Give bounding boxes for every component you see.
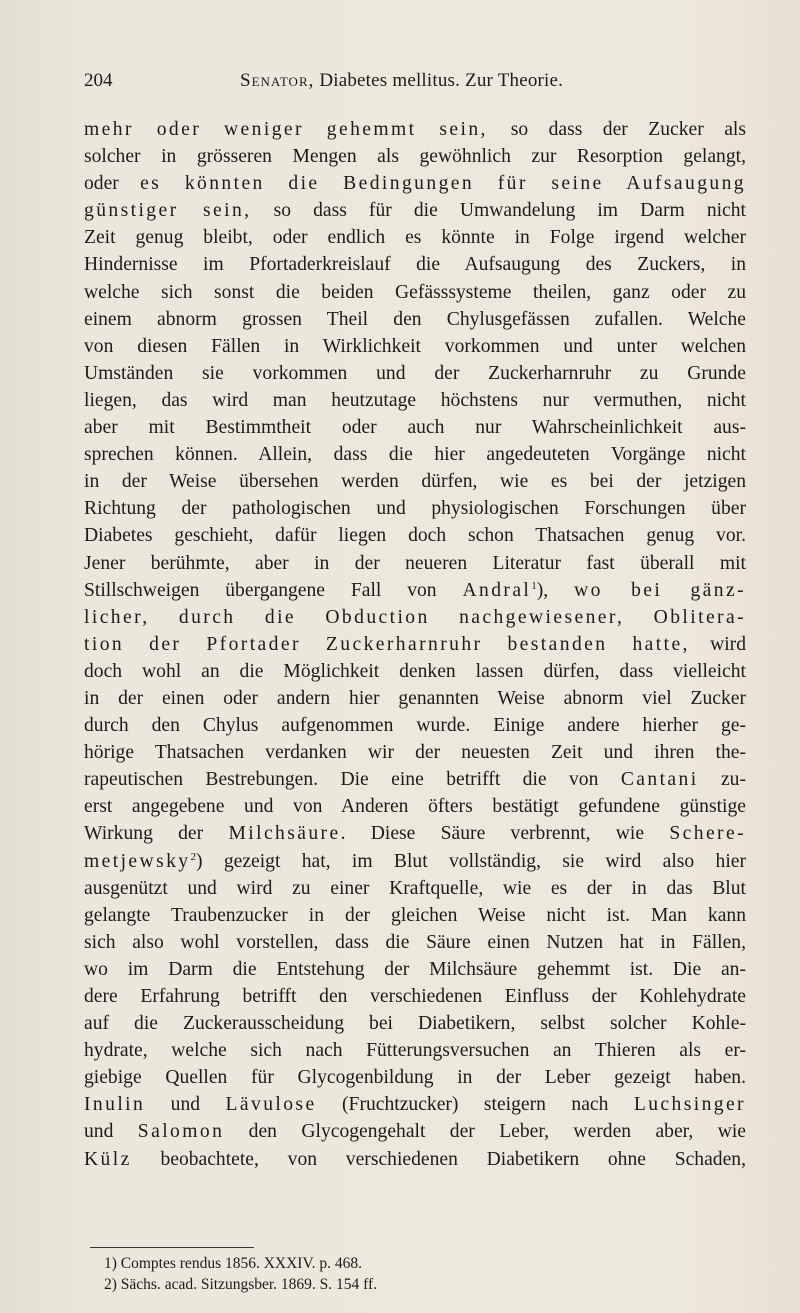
text-line: Külz beobachtete, von verschiedenen Diabetikern ohne Schaden, [84,1148,746,1170]
text-line: günstiger sein, so dass für die Umwandelung im Darm nicht [84,200,746,222]
text-line: auf die Zuckerausscheidung bei Diabetikern, selbst solcher Kohle- [84,1013,746,1035]
text-line: rapeutischen Bestrebungen. Die eine betrifft die von Cantani zu- [84,769,746,791]
text-line: solcher in grösseren Mengen als gewöhnlich zur Resorption gelangt, [84,146,746,168]
text-line: Inulin und Lävulose (Fruchtzucker) steigern nach Luchsinger [84,1094,746,1116]
text-line: licher, durch die Obduction nachgewiesener, Oblitera- [84,606,746,628]
name-cantani: Cantani [620,769,699,791]
text-line: mehr oder weniger gehemmt sein, so dass der Zucker als [84,119,746,140]
footnotes [104,1253,377,1295]
body-paragraph [84,116,746,1173]
text-line: wo im Darm die Entstehung der Milchsäure gehemmt ist. Die an- [84,958,746,980]
text-line: dere Erfahrung betrifft den verschiedenen Einfluss der Kohlehydrate [84,986,746,1007]
text-line: oder es könnten die Bedingungen für seine Aufsaugung [84,173,746,195]
text-line: Richtung der pathologischen und physiologischen Forschungen über [84,498,746,520]
text-line: Zeit genug bleibt, oder endlich es könnte in Folge irgend welcher [84,227,746,249]
text-line: von diesen Fällen in Wirklichkeit vorkommen und unter welchen [84,335,746,357]
text-line: hörige Thatsachen verdanken wir der neuesten Zeit und ihren the- [84,742,746,764]
page-number: 204 [84,70,113,91]
footnote-ref-1: 1 [531,579,537,592]
text-line: erst angegebene und von Anderen öfters bestätigt gefundene günstige [84,796,746,818]
text-line: Umständen sie vorkommen und der Zuckerharnruhr zu Grunde [84,362,746,384]
footnote-1: 1) Comptes rendus 1856. XXXIV. p. 468. [104,1255,363,1272]
text-line: Hindernisse im Pfortaderkreislauf die Aufsaugung des Zuckers, in [84,254,746,276]
footnote-2: 2) Sächs. acad. Sitzungsber. 1869. S. 154 ff. [104,1276,378,1293]
text-line: aber mit Bestimmtheit oder auch nur Wahrscheinlichkeit aus- [84,417,746,439]
text-line: Wirkung der Milchsäure. Diese Säure verbrennt, wie Schere- [84,823,746,845]
text-line: liegen, das wird man heutzutage höchstens nur vermuthen, nicht [84,389,746,411]
text-line: sich also wohl vorstellen, dass die Säure einen Nutzen hat in Fällen, [84,931,746,953]
running-title [240,70,563,92]
text-line: giebige Quellen für Glycogenbildung in der Leber gezeigt haben. [84,1067,746,1089]
text-line: und Salomon den Glycogengehalt der Leber, werden aber, wie [84,1121,746,1143]
text-line: Diabetes geschieht, dafür liegen doch schon Thatsachen genug vor. [84,525,746,547]
text-line: durch den Chylus aufgenommen wurde. Einige andere hierher ge- [84,715,746,737]
text-line: Jener berühmte, aber in der neueren Literatur fast überall mit [84,552,746,574]
text-line: hydrate, welche sich nach Fütterungsversuchen an Thieren als er- [84,1040,746,1062]
text-line: in der Weise übersehen werden dürfen, wie es bei der jetzigen [84,471,746,493]
text-line: gelangte Traubenzucker in der gleichen Weise nicht ist. Man kann [84,904,746,926]
text-line: einem abnorm grossen Theil den Chylusgefässen zufallen. Welche [84,308,746,330]
footnote-ref-2: 2 [190,850,196,863]
footnote-divider [90,1247,254,1248]
author-name: Senator, [240,70,315,91]
name-andral: Andral [462,579,532,601]
chapter-title: Diabetes mellitus. Zur Theorie. [319,70,564,91]
text-line: metjewsky$^2$) gezeigt hat, im Blut vollständig, sie wird also hier [84,850,746,872]
text-line: Stillschweigen übergangene Fall von Andral$^1$), wo bei gänz- [84,579,746,601]
text-line: welche sich sonst die beiden Gefässsysteme theilen, ganz oder zu [84,281,746,303]
running-header [84,70,740,98]
text-line: ausgenützt und wird zu einer Kraftquelle, wie es der in das Blut [84,877,746,899]
name-scheremetjewsky: metjewsky [84,850,191,872]
text-line: sprechen können. Allein, dass die hier angedeuteten Vorgänge nicht [84,444,746,466]
text-line: tion der Pfortader Zuckerharnruhr bestanden hatte, wird [84,633,746,655]
text-line: doch wohl an die Möglichkeit denken lassen dürfen, dass vielleicht [84,660,746,682]
text-line: in der einen oder andern hier genannten Weise abnorm viel Zucker [84,687,746,709]
